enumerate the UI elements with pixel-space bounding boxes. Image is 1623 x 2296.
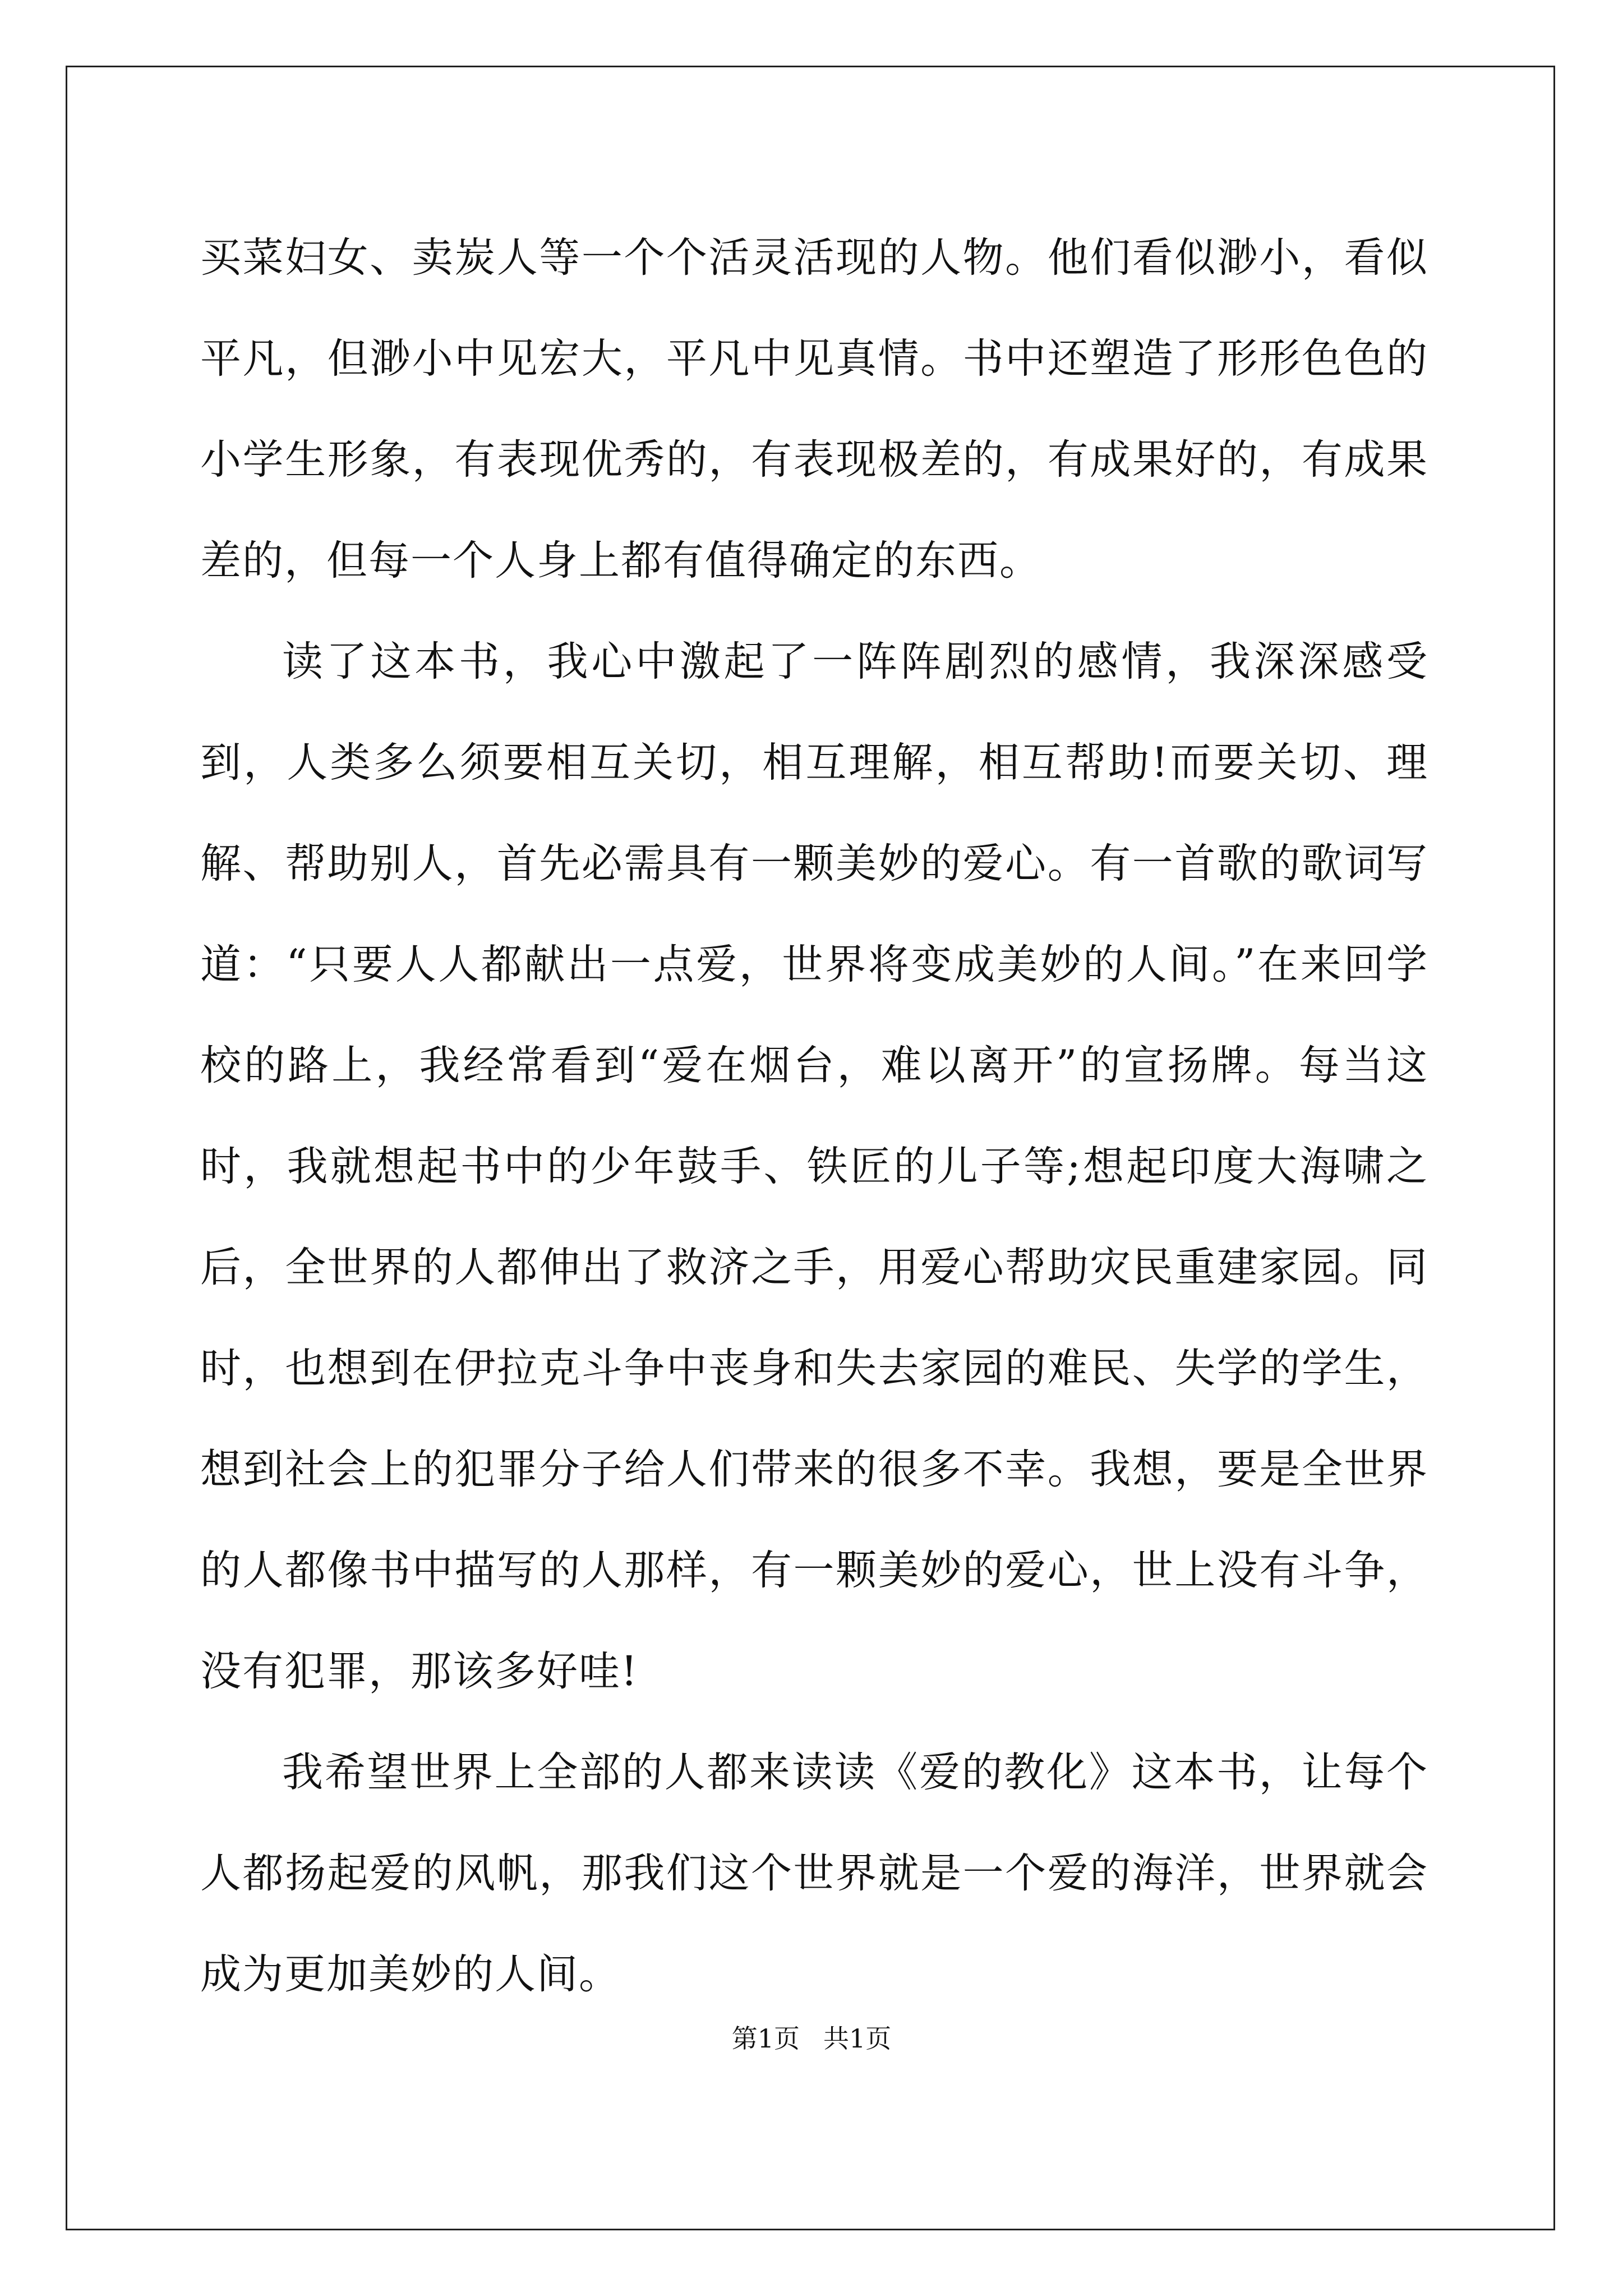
page-total: 共1页 <box>823 2023 892 2054</box>
paragraph-3: 我希望世界上全部的人都来读读《爱的教化》这本书，让每个人都扬起爱的风帆，那我们这个世界就是一个爱的海洋，世界就会成为更加美妙的人间。 <box>200 1749 1428 1998</box>
page-footer <box>0 2018 1623 2055</box>
paragraph-2: 读了这本书，我心中激起了一阵阵剧烈的感情，我深深感受到，人类多么须要相互关切，相互理解，相互帮助!而要关切、理解、帮助别人，首先必需具有一颗美妙的爱心。有一首歌的歌词写道：“只要人人都献出一点爱，世界将变成美妙的人间。”在来回学校的路上，我经常看到“爱在烟台，难以离开”的宣扬牌。每当这时，我就想起书中的少年鼓手、铁匠的儿子等;想起印度大海啸之后，全世界的人都伸出了救济之手，用爱心帮助灾民重建家园。同时，也想到在伊拉克斗争中丧身和失去家园的难民、失学的学生，想到社会上的犯罪分子给人们带来的很多不幸。我想，要是全世界的人都像书中描写的人那样，有一颗美妙的爱心，世上没有斗争，没有犯罪，那该多好哇! <box>200 638 1428 1695</box>
paragraph-1: 买菜妇女、卖炭人等一个个活灵活现的人物。他们看似渺小，看似平凡，但渺小中见宏大，平凡中见真情。书中还塑造了形形色色的小学生形象，有表现优秀的，有表现极差的，有成果好的，有成果差的，但每一个人身上都有值得确定的东西。 <box>200 234 1428 585</box>
page-number: 第1页 <box>731 2023 800 2054</box>
document-body <box>200 208 1428 2025</box>
